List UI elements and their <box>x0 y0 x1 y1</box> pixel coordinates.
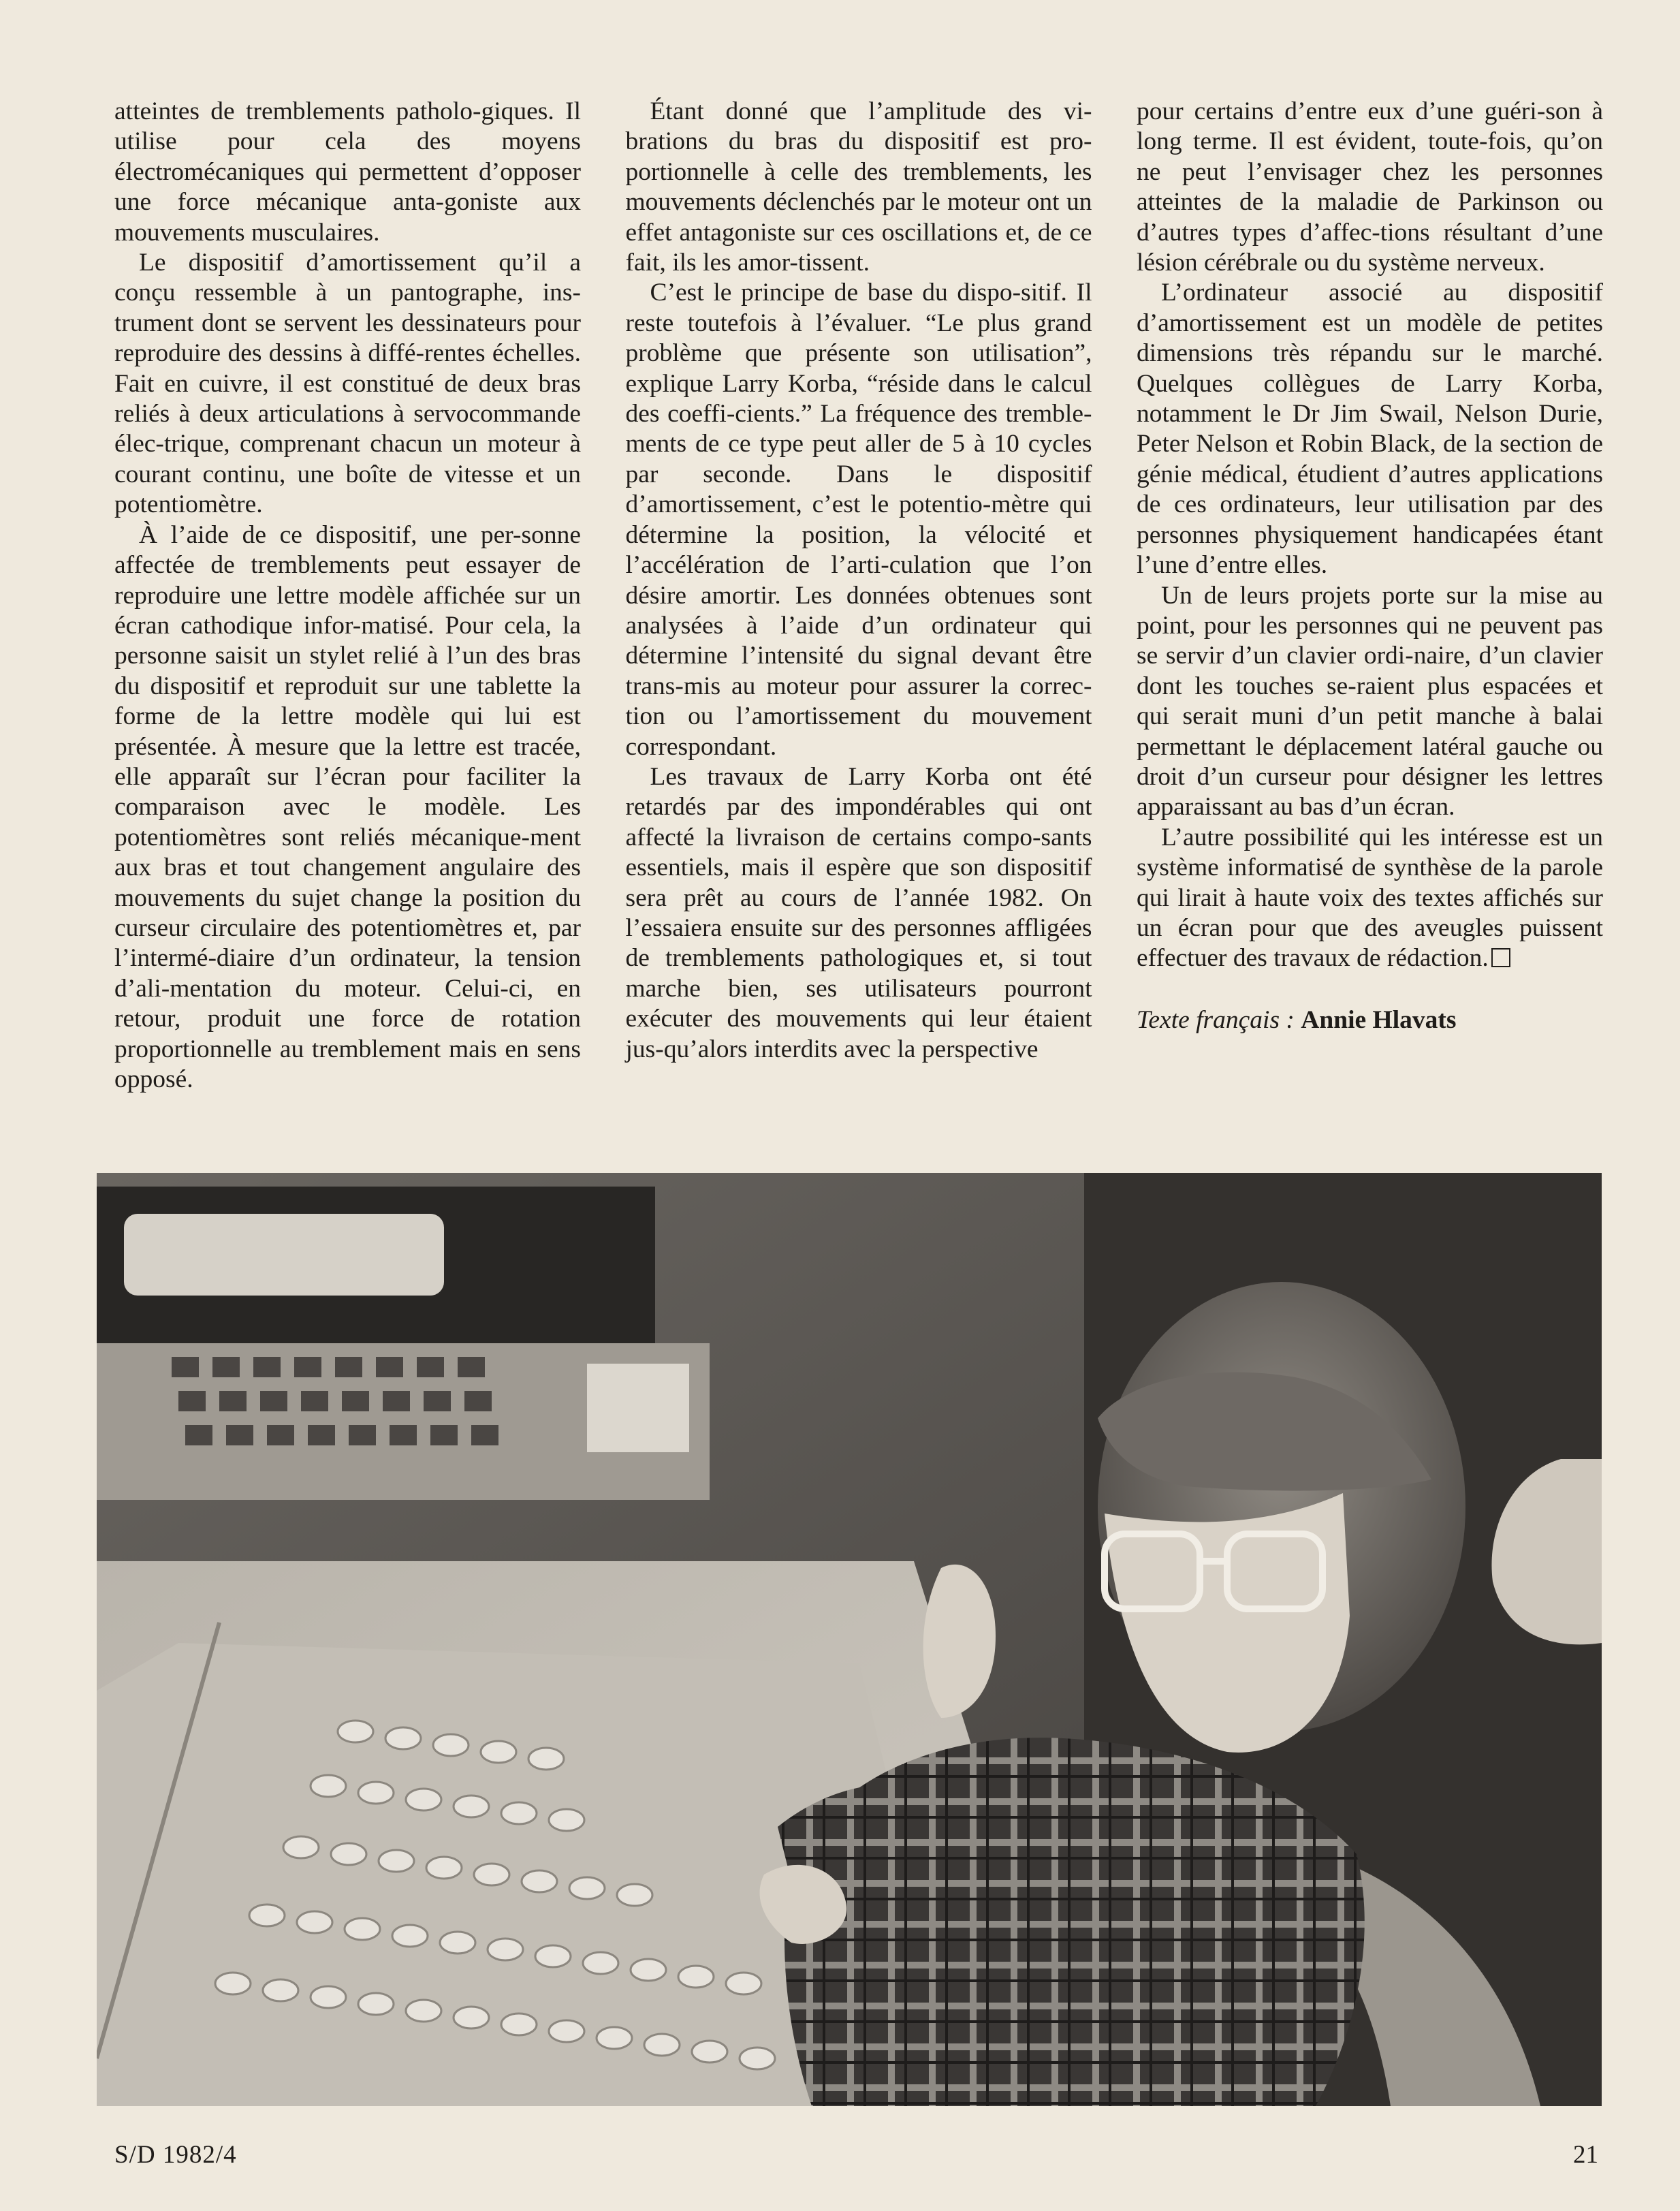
end-mark-icon <box>1491 948 1510 967</box>
column-3 <box>1137 97 1603 1146</box>
paragraph: pour certains d’entre eux d’une guéri-son à long terme. Il est évident, toute-fois, qu’on ne peut l’envisager chez les personnes atteintes de la maladie de Parkinson ou d’autres types d’affec-tions résultant d’une lésion cérébrale ou du système nerveux. <box>1137 97 1603 277</box>
paragraph: À l’aide de ce dispositif, une per-sonne affectée de tremblements peut essayer de reproduire une lettre modèle affichée sur un écran cathodique infor-matisé. Pour cela, la personne saisit un stylet relié à l’un des bras du dispositif et reproduit sur une tablette la forme de la lettre modèle qui lui est présentée. À mesure que la lettre est tracée, elle apparaît sur l’écran pour faciliter la comparaison avec le modèle. Les potentiomètres sont reliés mécanique-ment aux bras et tout changement angulaire des mouvements du sujet change la position du curseur circulaire des potentiomètres et, par l’intermé-diaire d’un ordinateur, la tension d’ali-mentation du moteur. Celui-ci, en retour, produit une force de rotation proportionnelle au tremblement mais en sens opposé. <box>114 520 581 1093</box>
paragraph: L’ordinateur associé au dispositif d’amortissement est un modèle de petites dimensions très répandu sur le marché. Quelques collègues de Larry Korba, notamment le Dr Jim Swail, Nelson Durie, Peter Nelson et Robin Black, de la section de génie médical, étudient d’autres applications de ces ordinateurs, leur utilisation par des personnes physiquement handicapées étant l’une d’entre elles. <box>1137 279 1603 580</box>
photo-illustration <box>97 1173 1602 2106</box>
paragraph: Un de leurs projets porte sur la mise au point, pour les personnes qui ne peuvent pas se servir d’un clavier ordi-naire, d’un clavier dont les touches se-raient plus espacées et qui serait muni d’un petit manche à balai permettant le déplacement latéral gauche ou droit d’un curseur pour désigner les lettres apparaissant au bas d’un écran. <box>1137 581 1603 821</box>
paragraph: atteintes de tremblements patholo-giques. Il utilise pour cela des moyens électromécaniques qui permettent d’opposer une force mécanique anta-goniste aux mouvements musculaires. <box>114 97 581 247</box>
translator-credit <box>1137 1005 1603 1035</box>
issue-label: S/D 1982/4 <box>114 2141 237 2169</box>
paragraph: Étant donné que l’amplitude des vi-brations du bras du dispositif est pro-portionnelle à celle des tremblements, les mouvements déclenchés par le moteur ont un effet antagoniste sur ces oscillations et, de ce fait, ils les amor-tissent. <box>625 97 1092 277</box>
paragraph: C’est le principe de base du dispo-sitif. Il reste toutefois à l’évaluer. “Le plus grand problème que présente son utilisation”, explique Larry Korba, “réside dans le calcul des coeffi-cients.” La fréquence des tremble-ments de ce type peut aller de 5 à 10 cycles par seconde. Dans le dispositif d’amortissement, c’est le potentio-mètre qui détermine la position, la vélocité et l’accélération de l’arti-culation que l’on désire amortir. Les données obtenues sont analysées à l’aide d’un ordinateur qui détermine l’intensité du signal devant être trans-mis au moteur pour assurer la correc-tion ou l’amortissement du mouvement correspondant. <box>625 279 1092 761</box>
photograph-child-at-keyboard <box>97 1173 1602 2106</box>
paragraph-final <box>1137 823 1603 974</box>
paragraph-text: L’autre possibilité qui les intéresse est un système informatisé de synthèse de la parole qui lirait à haute voix des textes affichés sur un écran pour que des aveugles puissent effectuer des travaux de rédaction. <box>1137 823 1603 973</box>
column-2 <box>626 97 1092 1146</box>
article-body <box>114 97 1603 1146</box>
translator-label: Texte français : <box>1137 1005 1295 1034</box>
page-number: 21 <box>1573 2141 1598 2169</box>
translator-name: Annie Hlavats <box>1301 1005 1457 1034</box>
paragraph: Les travaux de Larry Korba ont été retardés par des impondérables qui ont affecté la livraison de certains compo-sants essentiels, mais il espère que son dispositif sera prêt au cours de l’année 1982. On l’essaiera ensuite sur des personnes affligées de tremblements pathologiques et, si tout marche bien, ses utilisateurs pourront exécuter des mouvements qui leur étaient jus-qu’alors interdits avec la perspective <box>625 762 1092 1063</box>
column-1 <box>114 97 581 1146</box>
paragraph: Le dispositif d’amortissement qu’il a conçu ressemble à un pantographe, ins-trument dont se servent les dessinateurs pour reproduire des dessins à diffé-rentes échelles. Fait en cuivre, il est constitué de deux bras reliés à deux articulations à servocommande élec-trique, comprenant chacun un moteur à courant continu, une boîte de vitesse et un potentiomètre. <box>114 249 581 519</box>
